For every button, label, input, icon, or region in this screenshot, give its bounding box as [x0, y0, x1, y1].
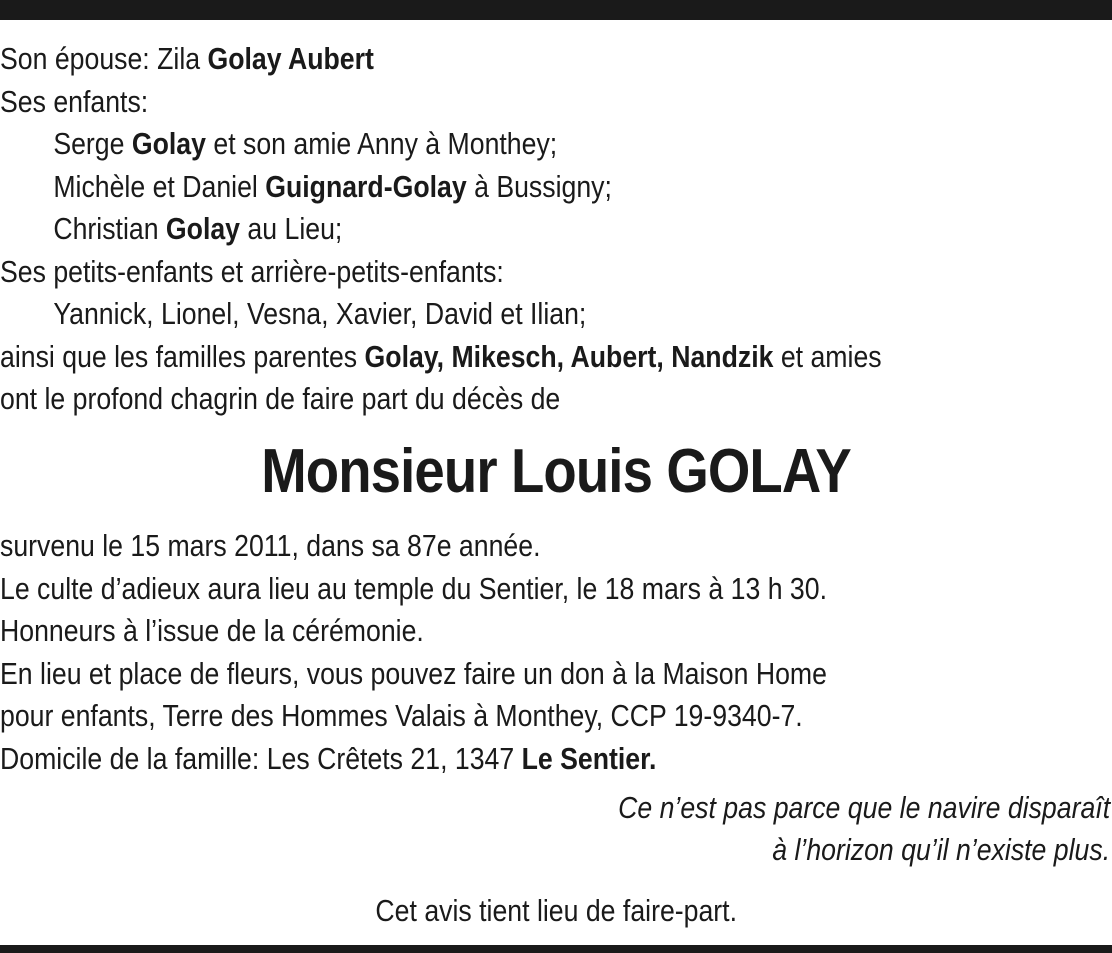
- quote-line-1: Ce n’est pas parce que le navire disparaît: [617, 790, 1110, 825]
- deceased-name-heading: Monsieur Louis GOLAY: [261, 437, 851, 506]
- death-date-line: survenu le 15 mars 2011, dans sa 87e année.: [0, 528, 541, 563]
- grandchildren-names: Yannick, Lionel, Vesna, Xavier, David et Ilian;: [53, 296, 587, 331]
- address-line: Domicile de la famille: Les Crêtets 21, 1347 Le Sentier.: [0, 740, 657, 776]
- details-section: [0, 525, 953, 780]
- top-rule: [0, 0, 1112, 20]
- donation-line-1: En lieu et place de fleurs, vous pouvez faire un don à la Maison Home: [0, 655, 827, 691]
- quote-block: [618, 787, 1110, 871]
- spouse-line: [0, 38, 1108, 81]
- service-line: Le culte d’adieux aura lieu au temple du Sentier, le 18 mars à 13 h 30.: [0, 570, 827, 606]
- children-label: Ses enfants:: [0, 83, 149, 119]
- relatives-line: ainsi que les familles parentes Golay, Mikesch, Aubert, Nandzik et amies: [0, 338, 882, 374]
- spouse-name: Golay Aubert: [207, 41, 374, 76]
- child-line: Serge Golay et son amie Anny à Monthey;: [53, 126, 558, 161]
- donation-line-2: pour enfants, Terre des Hommes Valais à Monthey, CCP 19-9340-7.: [0, 698, 803, 733]
- honours-line: Honneurs à l’issue de la cérémonie.: [0, 613, 424, 648]
- family-section: [0, 38, 953, 421]
- closing-note: Cet avis tient lieu de faire-part.: [375, 893, 737, 928]
- child-line: Christian Golay au Lieu;: [53, 211, 343, 246]
- relatives-names: Golay, Mikesch, Aubert, Nandzik: [364, 338, 774, 374]
- address-town: Le Sentier.: [521, 740, 657, 776]
- spouse-label: Son épouse: Zila: [0, 41, 208, 76]
- quote-line-2: à l’horizon qu’il n’existe plus.: [772, 832, 1110, 867]
- announcement-line: ont le profond chagrin de faire part du décès de: [0, 381, 561, 416]
- grandchildren-label: Ses petits-enfants et arrière-petits-enfants:: [0, 253, 504, 289]
- bottom-rule: [0, 945, 1112, 953]
- child-line: Michèle et Daniel Guignard-Golay à Bussigny;: [53, 168, 612, 204]
